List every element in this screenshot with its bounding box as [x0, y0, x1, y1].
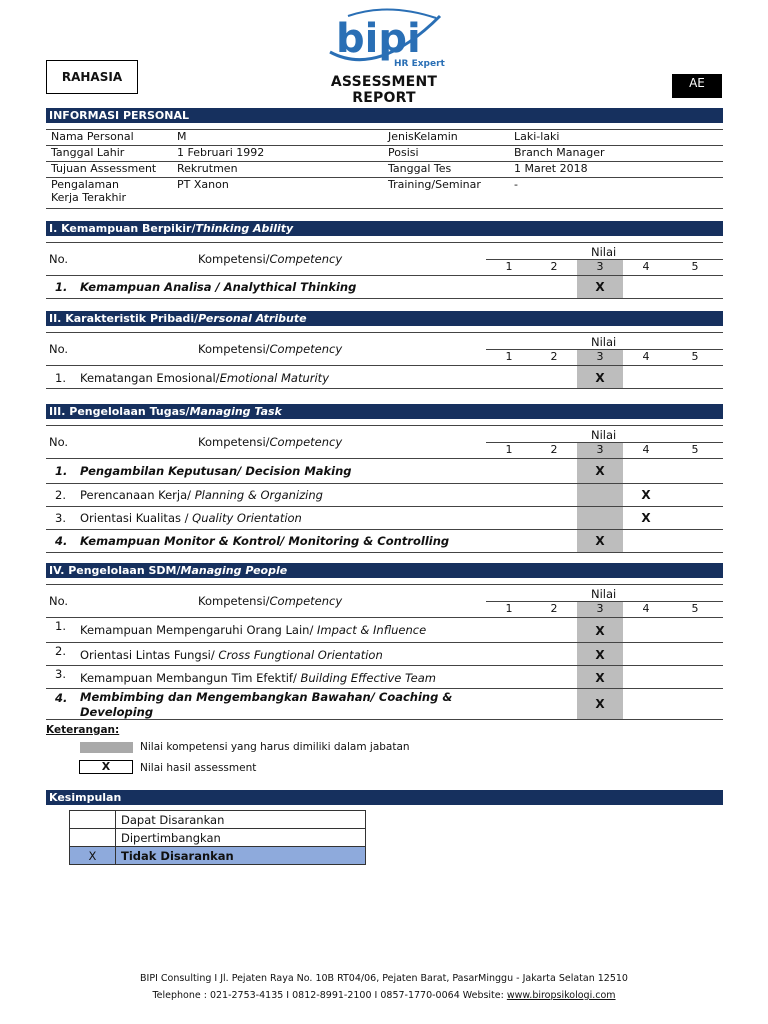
svg-text:bipi: bipi [336, 16, 421, 62]
competency-table-task [46, 425, 723, 553]
section-bar-thinking: I. Kemampuan Berpikir/Thinking Ability [46, 221, 723, 236]
info-label: Tanggal Tes [383, 162, 509, 178]
score-mark: X [595, 697, 605, 711]
score-mark: X [641, 511, 651, 525]
conclusion-option [70, 829, 366, 847]
score-mark: X [641, 488, 651, 502]
score-mark: X [595, 464, 605, 478]
competency-table-people [46, 584, 723, 720]
conclusion-label: Dipertimbangkan [116, 829, 366, 847]
section-bar-managing-people: IV. Pengelolaan SDM/Managing People [46, 563, 723, 578]
report-code-badge: AE [672, 74, 722, 98]
info-value: 1 Februari 1992 [172, 146, 383, 162]
conclusion-option [70, 811, 366, 829]
header-nilai: Nilai [591, 245, 617, 259]
info-label: JenisKelamin [383, 130, 509, 146]
bipi-logo [318, 8, 448, 70]
table-header: No. Kompetensi/Competency Nilai 1 2 3 4 5 [46, 584, 723, 618]
table-header: No. Kompetensi/Competency Nilai 1 2 3 4 5 [46, 425, 723, 459]
info-label: Training/Seminar [383, 178, 509, 209]
header-competency: Kompetensi/Competency [198, 252, 343, 266]
section-bar-personal-attribute: II. Karakteristik Pribadi/Personal Atribute [46, 311, 723, 326]
info-label: Tujuan Assessment [46, 162, 172, 178]
info-value: Branch Manager [509, 146, 723, 162]
info-row [46, 130, 723, 146]
confidential-label: RAHASIA [46, 60, 138, 94]
svg-text:HR Expert: HR Expert [394, 59, 445, 69]
info-row [46, 146, 723, 162]
table-header [46, 242, 723, 276]
score-mark: X [595, 624, 605, 638]
info-label: Pengalaman Kerja Terakhir [46, 178, 172, 209]
table-row: 1. Kematangan Emosional/Emotional Maturity X [46, 366, 723, 389]
table-header: No. Kompetensi/Competency Nilai 1 2 3 4 5 [46, 332, 723, 366]
conclusion-label: Dapat Disarankan [116, 811, 366, 829]
table-row: 3. Kemampuan Membangun Tim Efektif/ Building Effective Team X [46, 666, 723, 689]
conclusion-option-selected [70, 847, 366, 865]
personal-info-table [46, 129, 723, 209]
table-row: 2. Orientasi Lintas Fungsi/ Cross Fungtional Orientation X [46, 643, 723, 666]
score-mark: X [595, 671, 605, 685]
legend-title: Keterangan: [46, 724, 120, 736]
conclusion-mark [70, 829, 116, 847]
header-no: No. [49, 252, 69, 266]
footer-contact: Telephone : 021-2753-4135 I 0812-8991-2100 I 0857-1770-0064 Website: www.biropsikologi.com [152, 990, 616, 1001]
website-link[interactable]: www.biropsikologi.com [506, 990, 616, 1001]
score-mark: X [595, 648, 605, 662]
legend-x-box: X [79, 760, 133, 774]
competency-table-thinking [46, 242, 723, 299]
section-bar-managing-task: III. Pengelolaan Tugas/Managing Task [46, 404, 723, 419]
table-row: 3. Orientasi Kualitas / Quality Orientation X [46, 507, 723, 530]
footer-address: BIPI Consulting I Jl. Pejaten Raya No. 10B RT04/06, Pejaten Barat, PasarMinggu - Jakarta Selatan 12510 [140, 973, 628, 984]
table-row: 1. Pengambilan Keputusan/ Decision Making X [46, 459, 723, 484]
table-row: 1. Kemampuan Analisa / Analythical Thinking X [46, 276, 723, 299]
info-value: M [172, 130, 383, 146]
scale-2: 2 [550, 260, 558, 273]
legend-grey-swatch [80, 742, 133, 753]
section-bar-personal: INFORMASI PERSONAL [46, 108, 723, 123]
section-bar-conclusion: Kesimpulan [46, 790, 723, 805]
info-label: Tanggal Lahir [46, 146, 172, 162]
scale-3: 3 [596, 260, 604, 273]
scale-5: 5 [691, 260, 699, 273]
score-mark: X [595, 534, 605, 548]
page-title: ASSESSMENT REPORT [330, 74, 438, 106]
legend-x-text: Nilai hasil assessment [140, 762, 257, 774]
conclusion-table [69, 810, 366, 865]
competency-table-personal [46, 332, 723, 389]
legend-grey-text: Nilai kompetensi yang harus dimiliki dalam jabatan [140, 741, 410, 753]
table-row: 1. Kemampuan Mempengaruhi Orang Lain/ Impact & Influence X [46, 618, 723, 643]
info-label: Nama Personal [46, 130, 172, 146]
info-value: Laki-laki [509, 130, 723, 146]
score-mark: X [595, 371, 605, 385]
table-row: 2. Perencanaan Kerja/ Planning & Organizing X [46, 484, 723, 507]
scale-1: 1 [505, 260, 513, 273]
scale-4: 4 [642, 260, 650, 273]
conclusion-label: Tidak Disarankan [116, 847, 366, 865]
info-value: PT Xanon [172, 178, 383, 209]
info-row [46, 178, 723, 209]
table-row: 4. Membimbing dan Mengembangkan Bawahan/ Coaching & Developing X [46, 689, 723, 720]
table-row: 4. Kemampuan Monitor & Kontrol/ Monitoring & Controlling X [46, 530, 723, 553]
info-label: Posisi [383, 146, 509, 162]
conclusion-mark [70, 811, 116, 829]
info-value: Rekrutmen [172, 162, 383, 178]
conclusion-mark: X [70, 847, 116, 865]
info-value: - [509, 178, 723, 209]
info-value: 1 Maret 2018 [509, 162, 723, 178]
info-row [46, 162, 723, 178]
score-mark: X [595, 280, 605, 294]
